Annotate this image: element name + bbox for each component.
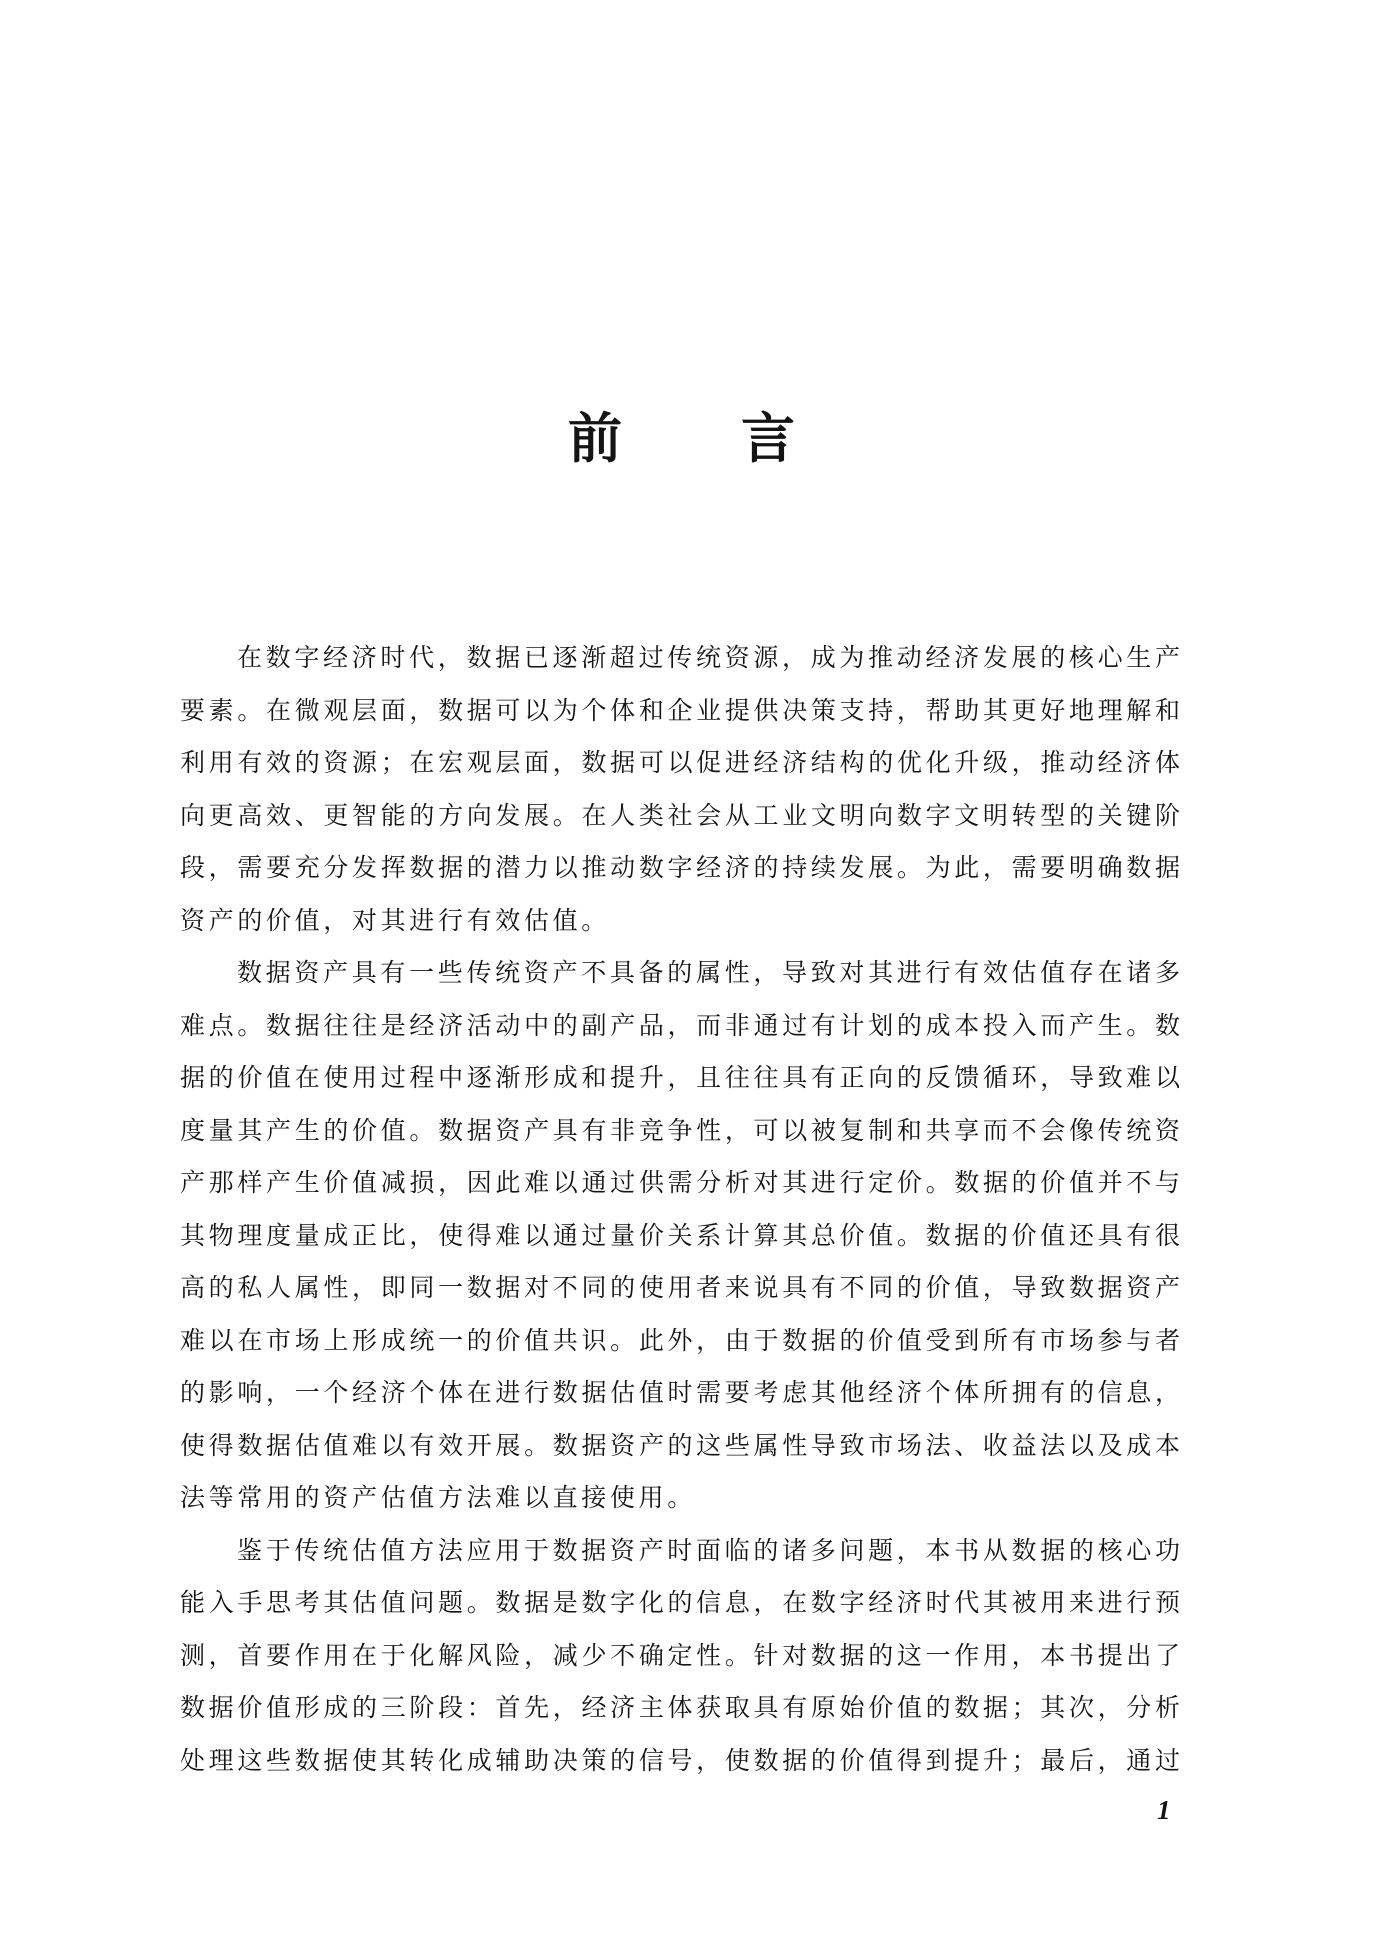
body-text-line: 测，首要作用在于化解风险，减少不确定性。针对数据的这一作用，本书提出了 — [180, 1640, 1183, 1670]
body-text — [180, 632, 1183, 1787]
paragraph-3 — [180, 1525, 1183, 1788]
body-text-line: 处理这些数据使其转化成辅助决策的信号，使数据的价值得到提升；最后，通过 — [180, 1745, 1183, 1775]
body-text-line: 段，需要充分发挥数据的潜力以推动数字经济的持续发展。为此，需要明确数据 — [180, 853, 1183, 882]
paragraph-2 — [180, 947, 1183, 1525]
body-text-line: 的影响，一个经济个体在进行数据估值时需要考虑其他经济个体所拥有的信息， — [180, 1378, 1183, 1407]
page-title: 前言 — [568, 406, 914, 470]
body-text-line: 数据资产具有一些传统资产不具备的属性，导致对其进行有效估值存在诸多 — [237, 958, 1183, 987]
body-text-line: 数据价值形成的三阶段：首先，经济主体获取具有原始价值的数据；其次，分析 — [180, 1693, 1183, 1722]
body-text-line: 高的私人属性，即同一数据对不同的使用者来说具有不同的价值，导致数据资产 — [180, 1273, 1183, 1302]
body-text-line: 其物理度量成正比，使得难以通过量价关系计算其总价值。数据的价值还具有很 — [180, 1220, 1183, 1250]
body-text-line: 要素。在微观层面，数据可以为个体和企业提供决策支持，帮助其更好地理解和 — [180, 695, 1183, 725]
body-text-line: 法等常用的资产估值方法难以直接使用。 — [180, 1483, 696, 1512]
page-number: 1 — [1157, 1795, 1171, 1825]
body-text-line: 据的价值在使用过程中逐渐形成和提升，且往往具有正向的反馈循环，导致难以 — [180, 1063, 1183, 1092]
paragraph-1 — [180, 632, 1183, 947]
body-text-line: 在数字经济时代，数据已逐渐超过传统资源，成为推动经济发展的核心生产 — [237, 643, 1183, 672]
body-text-line: 向更高效、更智能的方向发展。在人类社会从工业文明向数字文明转型的关键阶 — [180, 800, 1183, 830]
body-text-line: 产那样产生价值减损，因此难以通过供需分析对其进行定价。数据的价值并不与 — [180, 1168, 1183, 1197]
body-text-line: 资产的价值，对其进行有效估值。 — [180, 905, 610, 935]
body-text-line: 难点。数据往往是经济活动中的副产品，而非通过有计划的成本投入而产生。数 — [180, 1010, 1183, 1040]
body-text-line: 难以在市场上形成统一的价值共识。此外，由于数据的价值受到所有市场参与者 — [180, 1325, 1183, 1355]
body-text-line: 利用有效的资源；在宏观层面，数据可以促进经济结构的优化升级，推动经济体 — [180, 748, 1183, 777]
body-text-line: 鉴于传统估值方法应用于数据资产时面临的诸多问题，本书从数据的核心功 — [237, 1535, 1183, 1565]
body-text-line: 能入手思考其估值问题。数据是数字化的信息，在数字经济时代其被用来进行预 — [180, 1588, 1183, 1617]
body-text-line: 使得数据估值难以有效开展。数据资产的这些属性导致市场法、收益法以及成本 — [180, 1430, 1183, 1460]
body-text-line: 度量其产生的价值。数据资产具有非竞争性，可以被复制和共享而不会像传统资 — [180, 1115, 1183, 1145]
